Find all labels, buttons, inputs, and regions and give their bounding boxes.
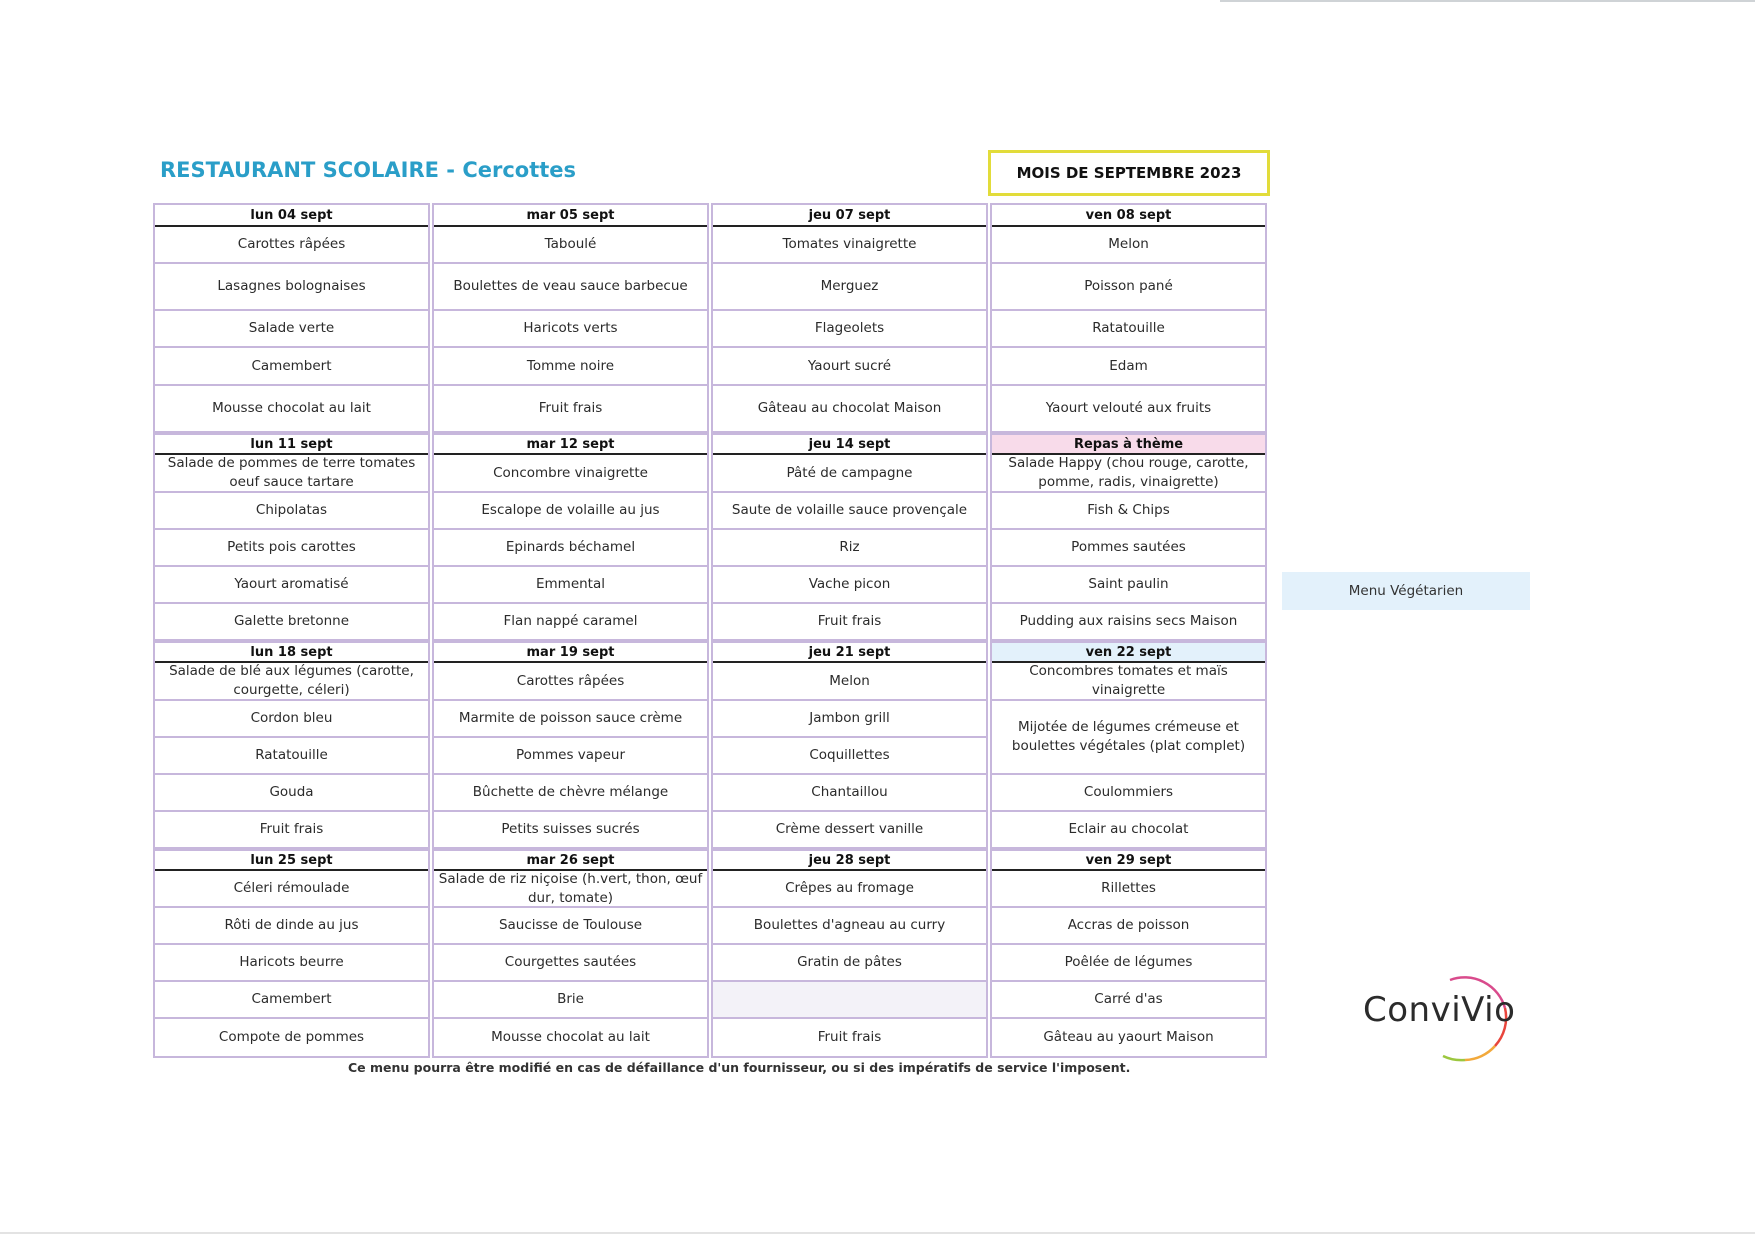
menu-item: Céleri rémoulade bbox=[155, 871, 428, 908]
day-header: lun 18 sept bbox=[155, 641, 428, 663]
footer-note: Ce menu pourra être modifié en cas de défaillance d'un fournisseur, ou si des impératifs de service l'imposent. bbox=[348, 1060, 1131, 1075]
menu-item: Ratatouille bbox=[155, 738, 428, 775]
day-header: lun 04 sept bbox=[155, 205, 428, 227]
menu-item: Haricots beurre bbox=[155, 945, 428, 982]
menu-item: Pâté de campagne bbox=[713, 455, 986, 493]
logo-wordmark: ConviVio bbox=[1363, 990, 1516, 1030]
menu-item: Coulommiers bbox=[992, 775, 1265, 812]
day-header: mar 05 sept bbox=[434, 205, 707, 227]
menu-column-thursday bbox=[711, 203, 988, 1058]
menu-item: Yaourt sucré bbox=[713, 348, 986, 386]
menu-item: Pommes sautées bbox=[992, 530, 1265, 567]
menu-item: Tomates vinaigrette bbox=[713, 227, 986, 264]
menu-item: Poisson pané bbox=[992, 264, 1265, 311]
menu-item: Courgettes sautées bbox=[434, 945, 707, 982]
day-header: ven 29 sept bbox=[992, 849, 1265, 871]
menu-item: Carottes râpées bbox=[155, 227, 428, 264]
menu-item: Pudding aux raisins secs Maison bbox=[992, 604, 1265, 641]
menu-item: Jambon grill bbox=[713, 701, 986, 738]
bottom-rule bbox=[0, 1232, 1755, 1234]
menu-item: Gratin de pâtes bbox=[713, 945, 986, 982]
menu-item: Compote de pommes bbox=[218, 1029, 365, 1045]
menu-item: Cordon bleu bbox=[155, 701, 428, 738]
menu-item: Carré d'as bbox=[992, 982, 1265, 1019]
menu-column-tuesday bbox=[432, 203, 709, 1058]
day-header: jeu 07 sept bbox=[713, 205, 986, 227]
menu-item: Melon bbox=[713, 663, 986, 701]
menu-item: Concombres tomates et maïs vinaigrette bbox=[992, 663, 1265, 701]
menu-item: Saint paulin bbox=[992, 567, 1265, 604]
menu-item: Yaourt velouté aux fruits bbox=[992, 386, 1265, 433]
menu-item: Fruit frais bbox=[155, 812, 428, 849]
page-title: RESTAURANT SCOLAIRE - Cercottes bbox=[160, 158, 577, 182]
menu-item: Concombre vinaigrette bbox=[434, 455, 707, 493]
menu-item: Petits pois carottes bbox=[155, 530, 428, 567]
menu-item: Tomme noire bbox=[434, 348, 707, 386]
menu-item: Rôti de dinde au jus bbox=[155, 908, 428, 945]
menu-item: Rillettes bbox=[992, 871, 1265, 908]
menu-item: Escalope de volaille au jus bbox=[434, 493, 707, 530]
menu-item: Chantaillou bbox=[713, 775, 986, 812]
menu-item: Melon bbox=[992, 227, 1265, 264]
menu-item: Saucisse de Toulouse bbox=[434, 908, 707, 945]
menu-item: Mijotée de légumes crémeuse et boulettes végétales (plat complet) bbox=[992, 701, 1265, 775]
menu-item: Flageolets bbox=[713, 311, 986, 348]
menu-item: Pommes vapeur bbox=[434, 738, 707, 775]
menu-item: Edam bbox=[992, 348, 1265, 386]
menu-item: Accras de poisson bbox=[992, 908, 1265, 945]
menu-item: Mousse chocolat au lait bbox=[155, 386, 428, 433]
menu-item: Salade Happy (chou rouge, carotte, pomme, radis, vinaigrette) bbox=[992, 455, 1265, 493]
theme-meal-header: Repas à thème bbox=[992, 433, 1265, 455]
menu-item: Salade de pommes de terre tomates oeuf sauce tartare bbox=[155, 455, 428, 493]
menu-item: Gouda bbox=[155, 775, 428, 812]
menu-item: Boulettes d'agneau au curry bbox=[713, 908, 986, 945]
menu-item: Coquillettes bbox=[713, 738, 986, 775]
day-header: jeu 14 sept bbox=[713, 433, 986, 455]
menu-item: Eclair au chocolat bbox=[992, 812, 1265, 849]
menu-item: Crème dessert vanille bbox=[713, 812, 986, 849]
menu-item: Bûchette de chèvre mélange bbox=[434, 775, 707, 812]
menu-item: Chipolatas bbox=[155, 493, 428, 530]
menu-item: Epinards béchamel bbox=[434, 530, 707, 567]
vegetarian-day-header: ven 22 sept bbox=[992, 641, 1265, 663]
menu-item: Merguez bbox=[713, 264, 986, 311]
day-header: jeu 28 sept bbox=[713, 849, 986, 871]
menu-item: Fruit frais bbox=[817, 1029, 882, 1045]
menu-item: Fish & Chips bbox=[992, 493, 1265, 530]
menu-item: Yaourt aromatisé bbox=[155, 567, 428, 604]
day-header: lun 11 sept bbox=[155, 433, 428, 455]
day-header: jeu 21 sept bbox=[713, 641, 986, 663]
menu-item: Crêpes au fromage bbox=[713, 871, 986, 908]
vegetarian-legend: Menu Végétarien bbox=[1282, 572, 1530, 610]
menu-item: Fruit frais bbox=[434, 386, 707, 433]
menu-item: Carottes râpées bbox=[434, 663, 707, 701]
menu-item: Camembert bbox=[155, 348, 428, 386]
menu-item: Camembert bbox=[155, 982, 428, 1019]
menu-item: Salade de blé aux légumes (carotte, courgette, céleri) bbox=[155, 663, 428, 701]
month-label: MOIS DE SEPTEMBRE 2023 bbox=[988, 150, 1270, 196]
menu-item: Mousse chocolat au lait bbox=[491, 1029, 650, 1045]
menu-item: Vache picon bbox=[713, 567, 986, 604]
day-header: lun 25 sept bbox=[155, 849, 428, 871]
top-rule bbox=[1220, 0, 1755, 2]
convivio-logo bbox=[1355, 968, 1535, 1068]
day-header: mar 12 sept bbox=[434, 433, 707, 455]
menu-item: Saute de volaille sauce provençale bbox=[713, 493, 986, 530]
menu-item: Haricots verts bbox=[434, 311, 707, 348]
menu-item: Boulettes de veau sauce barbecue bbox=[434, 264, 707, 311]
menu-item: Fruit frais bbox=[713, 604, 986, 641]
menu-item: Emmental bbox=[434, 567, 707, 604]
menu-item: Marmite de poisson sauce crème bbox=[434, 701, 707, 738]
menu-item: Salade de riz niçoise (h.vert, thon, œuf dur, tomate) bbox=[434, 871, 707, 908]
menu-column-friday bbox=[990, 203, 1267, 1058]
menu-item: Riz bbox=[713, 530, 986, 567]
menu-column-monday bbox=[153, 203, 430, 1058]
menu-item: Gâteau au yaourt Maison bbox=[1043, 1029, 1214, 1045]
menu-item: Brie bbox=[434, 982, 707, 1019]
menu-item: Flan nappé caramel bbox=[434, 604, 707, 641]
menu-item: Ratatouille bbox=[992, 311, 1265, 348]
day-header: mar 19 sept bbox=[434, 641, 707, 663]
menu-item: Salade verte bbox=[155, 311, 428, 348]
menu-item: Galette bretonne bbox=[155, 604, 428, 641]
menu-item: Petits suisses sucrés bbox=[434, 812, 707, 849]
menu-item-empty bbox=[713, 982, 986, 1019]
menu-item: Poêlée de légumes bbox=[992, 945, 1265, 982]
menu-item: Lasagnes bolognaises bbox=[155, 264, 428, 311]
menu-item: Taboulé bbox=[434, 227, 707, 264]
day-header: ven 08 sept bbox=[992, 205, 1265, 227]
day-header: mar 26 sept bbox=[434, 849, 707, 871]
menu-grid bbox=[153, 203, 1267, 1058]
menu-item: Gâteau au chocolat Maison bbox=[713, 386, 986, 433]
